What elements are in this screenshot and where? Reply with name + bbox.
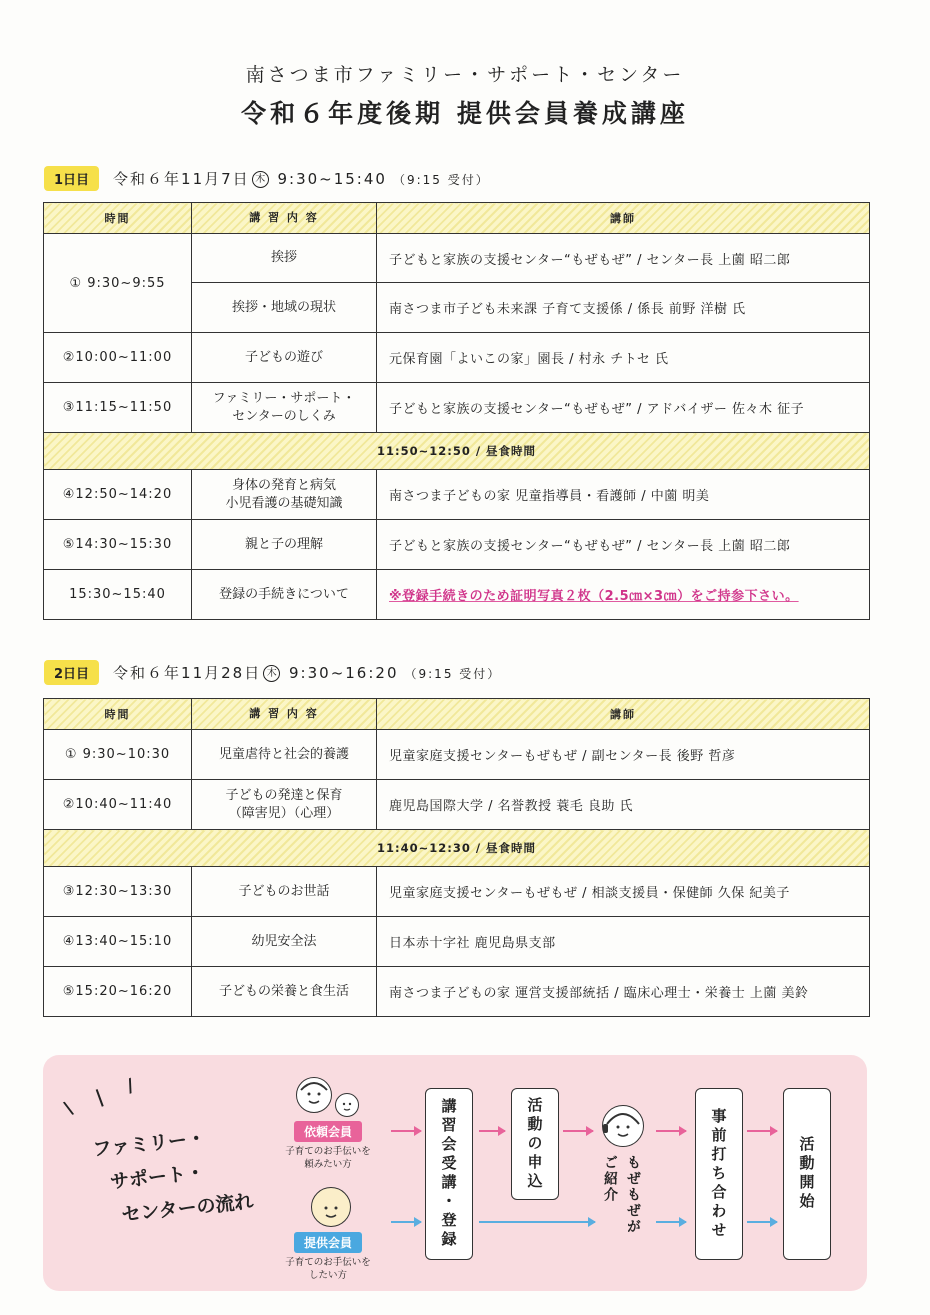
arrow-right-icon: [747, 1130, 777, 1132]
table-row: [44, 234, 870, 283]
lunch-row: [44, 433, 870, 470]
row-subject: [192, 383, 377, 433]
provider-desc-line2: したい方: [308, 1270, 347, 1281]
row-subject: [192, 780, 377, 830]
arrow-right-icon: [656, 1130, 686, 1132]
day1-weekday: 木: [252, 171, 269, 188]
table-row: [44, 867, 870, 917]
day1-badge: 1日目: [44, 166, 99, 191]
provider-face-drawing: [312, 1188, 350, 1226]
row-subject: 子どもの遊び: [192, 333, 377, 383]
row-subject: 登録の手続きについて: [192, 570, 377, 620]
row-lecturer: 南さつま子どもの家 児童指導員・看護師 / 中薗 明美: [377, 470, 870, 520]
requester-desc-line1: 子育てのお手伝いを: [285, 1146, 371, 1157]
row-time: ④12:50~14:20: [44, 470, 192, 520]
row-lecturer: [377, 570, 870, 620]
day2-date: [113, 662, 501, 683]
table-row: [44, 917, 870, 967]
requester-badge: 依頼会員: [294, 1121, 362, 1142]
baby-face-drawing: [336, 1094, 358, 1116]
row-subject: 挨拶・地域の現状: [192, 283, 377, 333]
day1-reception: （9:15 受付）: [392, 172, 490, 187]
col-subject-header: 講 習 内 容: [192, 699, 377, 730]
introduction-text-b: ご紹介: [602, 1155, 618, 1203]
provider-badge: 提供会員: [294, 1232, 362, 1253]
parent-face-icon: [296, 1077, 332, 1113]
baby-face-icon: [335, 1093, 359, 1117]
row-lecturer: 児童家庭支援センターもぜもぜ / 相談支援員・保健師 久保 紀美子: [377, 867, 870, 917]
day1-time: 9:30~15:40: [277, 169, 387, 188]
row-lecturer: 子どもと家族の支援センター“もぜもぜ” / アドバイザー 佐々木 征子: [377, 383, 870, 433]
day1-schedule-table: [43, 202, 870, 620]
day2-reception: （9:15 受付）: [404, 666, 502, 681]
row-time: ① 9:30~9:55: [44, 234, 192, 333]
table-row: [44, 470, 870, 520]
table-header-row: [44, 203, 870, 234]
requester-member: [273, 1121, 383, 1171]
row-time: ②10:40~11:40: [44, 780, 192, 830]
row-subject-line1: 身体の発育と病気: [231, 477, 336, 493]
day2-badge: 2日目: [44, 660, 99, 685]
row-lecturer: 児童家庭支援センターもぜもぜ / 副センター長 後野 哲彦: [377, 730, 870, 780]
table-header-row: [44, 699, 870, 730]
row-subject: 幼児安全法: [192, 917, 377, 967]
day2-weekday: 木: [263, 665, 280, 682]
day2-date-prefix: 令和６年11月28日: [113, 663, 262, 682]
day2-header: [44, 659, 501, 685]
row-subject: 子どもの栄養と食生活: [192, 967, 377, 1017]
row-lecturer: 子どもと家族の支援センター“もぜもぜ” / センター長 上薗 昭二郎: [377, 234, 870, 283]
arrow-right-icon: [391, 1221, 421, 1223]
row-time: ②10:00~11:00: [44, 333, 192, 383]
table-row: [44, 730, 870, 780]
requester-desc-line2: 頼みたい方: [304, 1159, 352, 1170]
page-title: 令和６年度後期 提供会員養成講座: [241, 99, 689, 128]
row-time: ① 9:30~10:30: [44, 730, 192, 780]
row-subject-line2: （障害児）（心理）: [228, 805, 340, 821]
spark-decoration-icon: \ | /: [61, 1071, 147, 1120]
provider-desc-line1: 子育てのお手伝いを: [285, 1257, 371, 1268]
staff-headset-icon: [602, 1105, 644, 1147]
arrow-right-icon: [563, 1130, 593, 1132]
day1-date-prefix: 令和６年11月7日: [113, 169, 250, 188]
row-subject-line1: ファミリー・サポート・: [212, 390, 356, 406]
col-lecturer-header: 講師: [377, 203, 870, 234]
provider-desc: [273, 1256, 383, 1282]
col-subject-header: 講 習 内 容: [192, 203, 377, 234]
row-subject: 子どものお世話: [192, 867, 377, 917]
lunch-time: 11:40~12:30 / 昼食時間: [44, 830, 870, 867]
arrow-right-icon: [656, 1221, 686, 1223]
arrow-right-icon: [747, 1221, 777, 1223]
flow-title-line3: センターの流れ: [120, 1190, 255, 1227]
col-time-header: 時間: [44, 203, 192, 234]
row-subject-line2: 小児看護の基礎知識: [225, 495, 343, 511]
row-time: ③12:30~13:30: [44, 867, 192, 917]
day1-header: [44, 165, 490, 191]
row-subject: [192, 470, 377, 520]
row-lecturer: 元保育園「よいこの家」園長 / 村永 チトセ 氏: [377, 333, 870, 383]
row-time: 15:30~15:40: [44, 570, 192, 620]
provider-face-icon: [311, 1187, 351, 1227]
row-lecturer: 子どもと家族の支援センター“もぜもぜ” / センター長 上薗 昭二郎: [377, 520, 870, 570]
row-time: ④13:40~15:10: [44, 917, 192, 967]
row-time: ⑤15:20~16:20: [44, 967, 192, 1017]
row-time: ⑤14:30~15:30: [44, 520, 192, 570]
row-lecturer: 鹿児島国際大学 / 名誉教授 蓑毛 良助 氏: [377, 780, 870, 830]
table-row: [44, 780, 870, 830]
organization-name: 南さつま市ファミリー・サポート・センター: [245, 64, 685, 86]
step-registration: 講習会受講・登録: [425, 1088, 473, 1260]
day2-schedule-table: [43, 698, 870, 1017]
table-row: [44, 520, 870, 570]
row-lecturer: 日本赤十字社 鹿児島県支部: [377, 917, 870, 967]
row-subject-line2: センターのしくみ: [232, 408, 336, 424]
row-time: ③11:15~11:50: [44, 383, 192, 433]
row-subject: 児童虐待と社会的養護: [192, 730, 377, 780]
step-application: 活動の申込: [511, 1088, 559, 1200]
arrow-right-icon: [479, 1221, 595, 1223]
flow-title-line1: ファミリー・: [91, 1127, 207, 1161]
table-row: [44, 333, 870, 383]
table-row: [44, 383, 870, 433]
requester-desc: [273, 1145, 383, 1171]
flow-title: [91, 1117, 255, 1235]
photo-note: ※登録手続きのため証明写真２枚（2.5㎝×3㎝）をご持参下さい。: [389, 589, 799, 604]
row-subject-line1: 子どもの発達と保育: [225, 787, 343, 803]
table-row: [44, 570, 870, 620]
parent-face-drawing: [297, 1078, 331, 1112]
provider-member: [273, 1232, 383, 1282]
lunch-row: [44, 830, 870, 867]
col-lecturer-header: 講師: [377, 699, 870, 730]
day2-time: 9:30~16:20: [289, 663, 399, 682]
introduction-text-a: もぜもぜが: [625, 1155, 641, 1235]
day1-date: [113, 168, 490, 189]
staff-face-drawing: [603, 1106, 643, 1146]
step-pre-meeting: 事前打ち合わせ: [695, 1088, 743, 1260]
row-lecturer: 南さつま市子ども未来課 子育て支援係 / 係長 前野 洋樹 氏: [377, 283, 870, 333]
row-subject: 親と子の理解: [192, 520, 377, 570]
arrow-right-icon: [391, 1130, 421, 1132]
row-subject: 挨拶: [192, 234, 377, 283]
row-lecturer: 南さつま子どもの家 運営支援部統括 / 臨床心理士・栄養士 上薗 美鈴: [377, 967, 870, 1017]
flow-section: [43, 1055, 867, 1291]
arrow-right-icon: [479, 1130, 505, 1132]
step-start-activity: 活動開始: [783, 1088, 831, 1260]
table-row: [44, 967, 870, 1017]
flow-title-line2: サポート・: [109, 1161, 206, 1194]
lunch-time: 11:50~12:50 / 昼食時間: [44, 433, 870, 470]
col-time-header: 時間: [44, 699, 192, 730]
